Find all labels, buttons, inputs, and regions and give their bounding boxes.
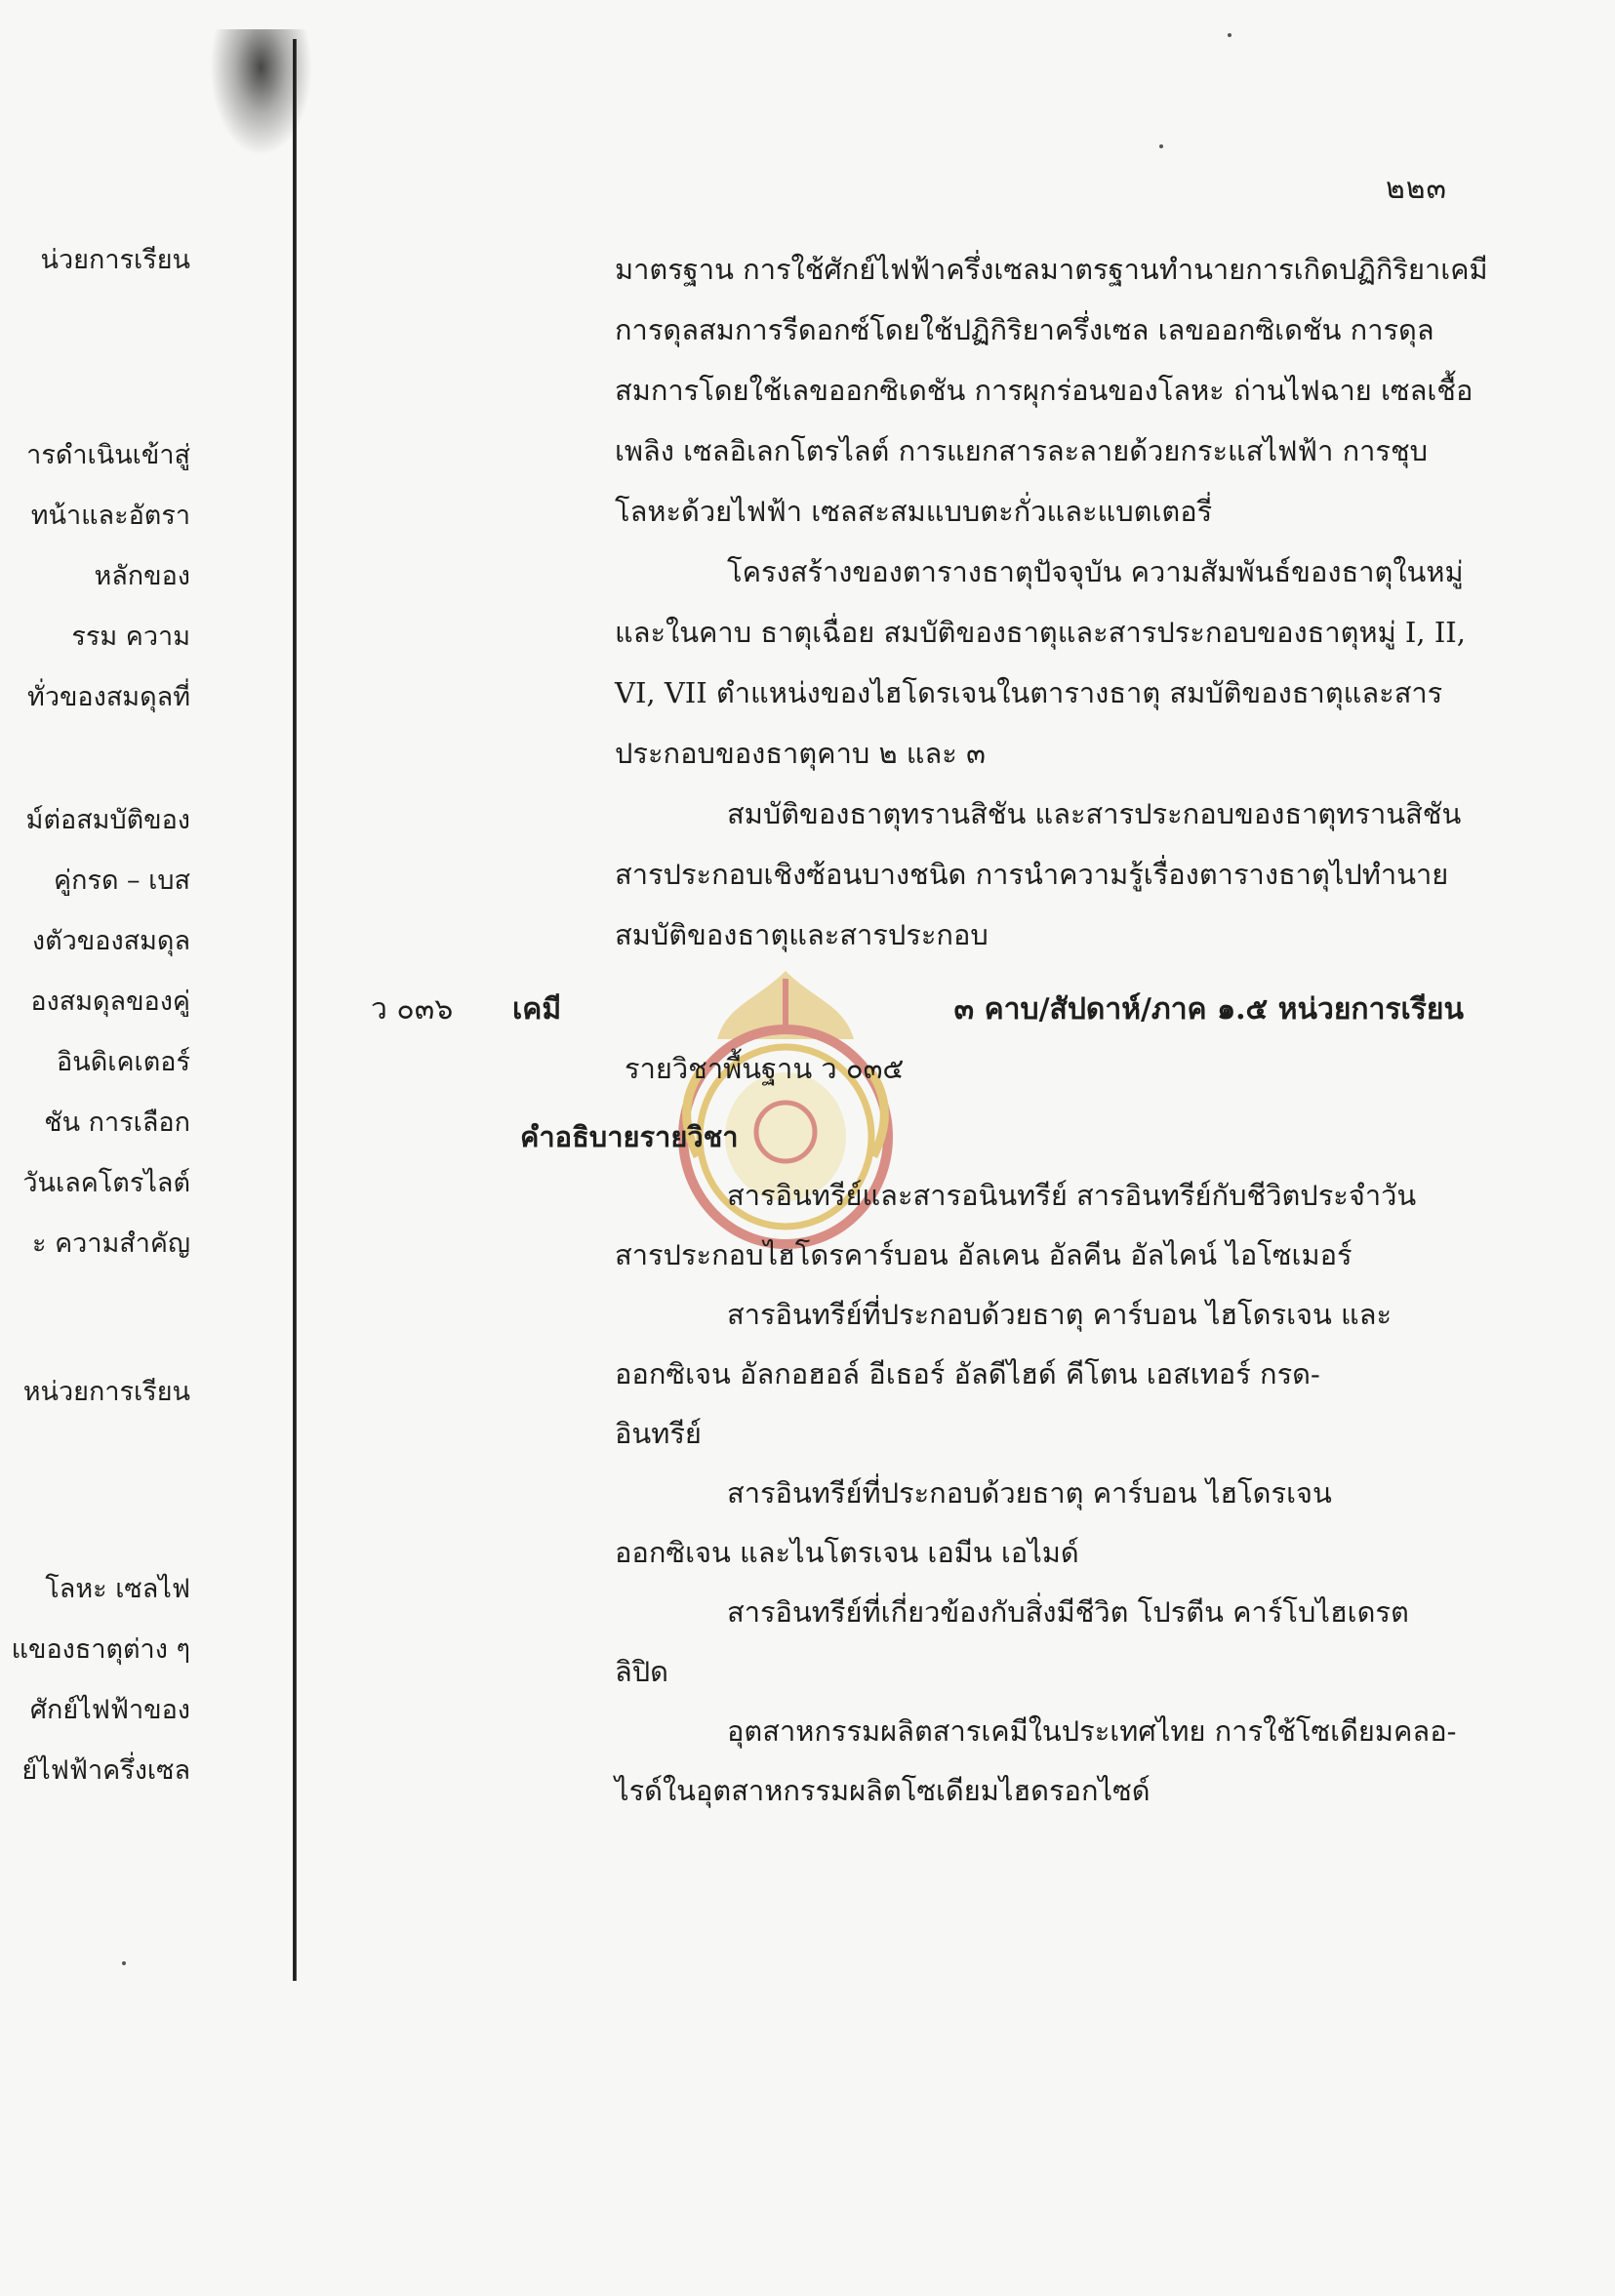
left-fragment-line: วันเลคโตรไลต์: [22, 1168, 190, 1198]
scan-speck: [1159, 144, 1163, 148]
left-fragment-line: ม์ต่อสมบัติของ: [25, 805, 190, 835]
left-fragment-line: แของธาตุต่าง ๆ: [11, 1634, 190, 1665]
left-fragment-line: ศักย์ไฟฟ้าของ: [29, 1695, 190, 1725]
description-line: สารอินทรีย์ที่ประกอบด้วยธาตุ คาร์บอน ไฮโดรเจน และ: [727, 1298, 1393, 1331]
body-line: มาตรฐาน การใช้ศักย์ไฟฟ้าครึ่งเซลมาตรฐานทำนายการเกิดปฏิกิริยาเคมี: [615, 253, 1488, 286]
body-line: ประกอบของธาตุคาบ ๒ และ ๓: [615, 737, 986, 770]
page-number: ๒๒๓: [1386, 172, 1448, 206]
description-line: สารประกอบไฮโดรคาร์บอน อัลเคน อัลคีน อัลไคน์ ไอโซเมอร์: [615, 1238, 1353, 1271]
body-line: เพลิง เซลอิเลกโตรไลต์ การแยกสารละลายด้วยกระแสไฟฟ้า การชุบ: [615, 434, 1429, 467]
course-name: เคมี: [512, 992, 562, 1027]
body-line: โครงสร้างของตารางธาตุปัจจุบัน ความสัมพันธ์ของธาตุในหมู่: [727, 555, 1464, 588]
description-line: สารอินทรีย์ที่เกี่ยวข้องกับสิ่งมีชีวิต โปรตีน คาร์โบไฮเดรต: [727, 1595, 1409, 1629]
left-fragment-line: ารดำเนินเข้าสู่: [26, 440, 190, 470]
body-line: การดุลสมการรีดอกซ์โดยใช้ปฏิกิริยาครึ่งเซล เลขออกซิเดชัน การดุล: [615, 313, 1434, 346]
left-fragment-line: ทน้าและอัตรา: [30, 501, 190, 531]
left-fragment-line: น่วยการเรียน: [40, 245, 190, 275]
description-line: สารอินทรีย์ที่ประกอบด้วยธาตุ คาร์บอน ไฮโดรเจน: [727, 1476, 1332, 1510]
description-line: ไรด์ในอุตสาหกรรมผลิตโซเดียมไฮดรอกไซด์: [615, 1774, 1151, 1807]
scan-speck: [1228, 33, 1231, 37]
course-description: [615, 1166, 1464, 1821]
left-fragment-line: ชัน การเลือก: [44, 1108, 190, 1138]
scan-speck: [122, 1961, 126, 1965]
left-fragment-line: หลักของ: [94, 561, 190, 591]
course-code: ว ๐๓๖: [371, 992, 454, 1027]
course-prerequisite: รายวิชาพื้นฐาน ว ๐๓๕: [625, 1052, 905, 1085]
body-line: และในคาบ ธาตุเฉื่อย สมบัติของธาตุและสารประกอบของธาตุหมู่ I, II,: [615, 616, 1466, 649]
left-fragment-line: ทั่วของสมดุลที่: [27, 682, 190, 712]
left-fragment-line: องสมดุลของคู่: [30, 987, 190, 1017]
left-fragment-line: คู่กรด – เบส: [54, 866, 190, 896]
body-line: สมการโดยใช้เลขออกซิเดชัน การผุกร่อนของโลหะ ถ่านไฟฉาย เซลเชื้อ: [615, 374, 1474, 407]
description-line: อุตสาหกรรมผลิตสารเคมีในประเทศไทย การใช้โซเดียมคลอ-: [727, 1714, 1457, 1748]
left-fragment-line: ย์ไฟฟ้าครึ่งเซล: [21, 1755, 190, 1786]
left-fragment-line: งตัวของสมดุล: [31, 926, 190, 956]
description-line: ออกซิเจน และไนโตรเจน เอมีน เอไมด์: [615, 1536, 1079, 1569]
body-line: สารประกอบเชิงซ้อนบางชนิด การนำความรู้เรื่องตารางธาตุไปทำนาย: [615, 858, 1449, 891]
body-line: VI, VII ตำแหน่งของไฮโดรเจนในตารางธาตุ สมบัติของธาตุและสาร: [615, 676, 1443, 709]
course-header: [371, 986, 1464, 1034]
body-line: สมบัติของธาตุทรานสิชัน และสารประกอบของธาตุทรานสิชัน: [727, 797, 1462, 830]
description-line: สารอินทรีย์และสารอนินทรีย์ สารอินทรีย์กับชีวิตประจำวัน: [727, 1179, 1417, 1212]
left-fragment-line: โลหะ เซลไฟ: [45, 1574, 190, 1604]
description-line: อินทรีย์: [615, 1417, 702, 1450]
description-heading: คำอธิบายรายวิชา: [520, 1120, 739, 1153]
body-line: สมบัติของธาตุและสารประกอบ: [615, 918, 989, 951]
body-line: โลหะด้วยไฟฟ้า เซลสะสมแบบตะกั่วและแบตเตอรี่: [615, 495, 1213, 528]
course-hours: ๓ คาบ/สัปดาห์/ภาค ๑.๕ หน่วยการเรียน: [953, 992, 1464, 1027]
binding-shadow: [210, 29, 312, 156]
description-line: ลิปิด: [615, 1655, 669, 1688]
left-fragment-line: หน่วยการเรียน: [22, 1377, 190, 1407]
left-fragment-line: รรม ความ: [71, 622, 190, 652]
description-line: ออกซิเจน อัลกอฮอล์ อีเธอร์ อัลดีไฮด์ คีโตน เอสเทอร์ กรด-: [615, 1357, 1320, 1390]
binding-line: [293, 39, 297, 1981]
main-body-text: [615, 239, 1488, 965]
left-fragment-line: ะ ความสำคัญ: [32, 1229, 190, 1259]
left-fragment-line: อินดิเคเตอร์: [57, 1047, 190, 1077]
